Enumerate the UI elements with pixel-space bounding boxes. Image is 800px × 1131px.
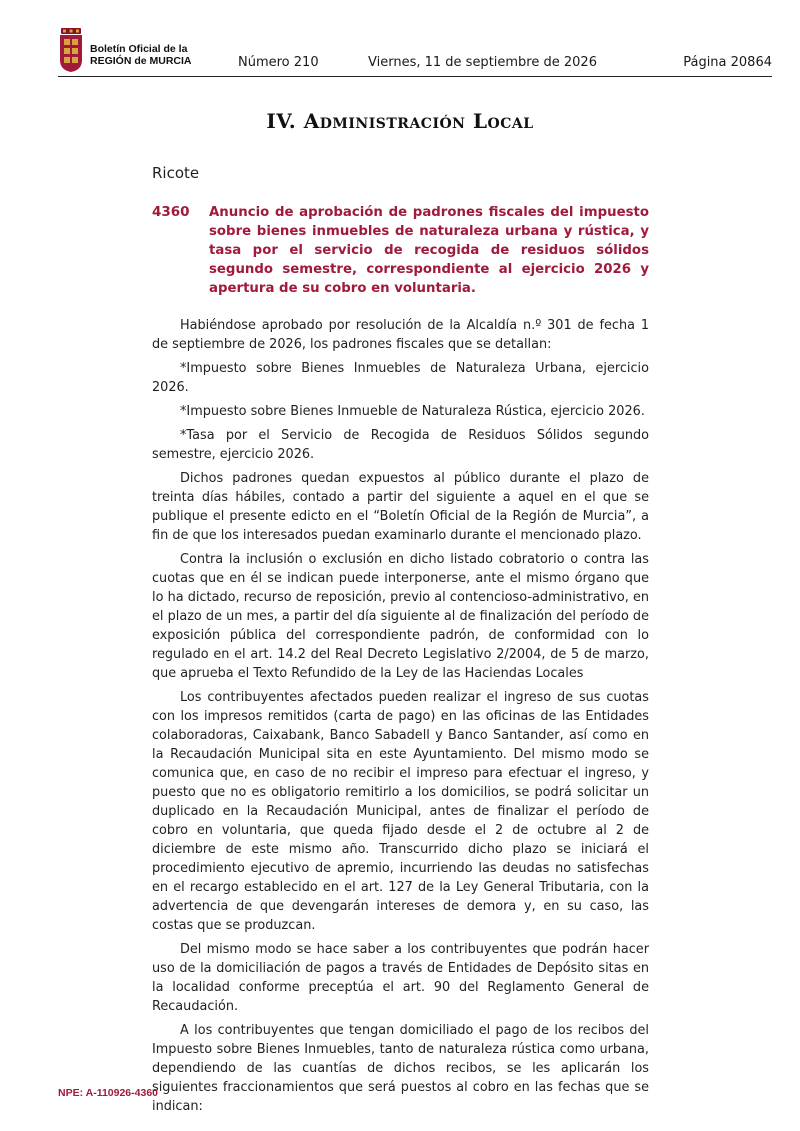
header-divider xyxy=(58,76,772,77)
body-paragraph: Habiéndose aprobado por resolución de la Alcaldía n.º 301 de fecha 1 de septiembre de 2026, los padrones fiscales que se detallan: xyxy=(152,318,649,352)
municipality-name: Ricote xyxy=(152,164,200,182)
body-paragraph: A los contribuyentes que tengan domiciliado el pago de los recibos del Impuesto sobre Bienes Inmuebles, tanto de naturaleza rústica como urbana, dependiendo de las cuantías de dichos recibos, se les aplicarán los siguientes fraccionamientos que será puestos al cobro en las fechas que se indican: xyxy=(152,1023,649,1114)
announcement-title: Anuncio de aprobación de padrones fiscales del impuesto sobre bienes inmuebles de naturaleza urbana y rústica, y tasa por el servicio de recogida de residuos sólidos segundo semestre, correspondiente al ejercicio 2026 y apertura de su cobro en voluntaria. xyxy=(209,205,649,296)
announcement-number: 4360 xyxy=(152,204,190,220)
body-paragraph: *Impuesto sobre Bienes Inmuebles de Naturaleza Urbana, ejercicio 2026. xyxy=(152,361,649,395)
brand-line-1: Boletín Oficial de la xyxy=(90,43,188,55)
issue-date: Viernes, 11 de septiembre de 2026 xyxy=(368,55,597,70)
murcia-coat-of-arms-icon xyxy=(58,28,84,72)
issue-number: Número 210 xyxy=(238,55,319,70)
page-number: Página 20864 xyxy=(683,55,772,70)
body-paragraph: Del mismo modo se hace saber a los contribuyentes que podrán hacer uso de la domiciliación de pagos a través de Entidades de Depósito sitas en la localidad conforme preceptúa el art. 90 del Reglamento General de Recaudación. xyxy=(152,942,649,1014)
body-paragraph: Dichos padrones quedan expuestos al público durante el plazo de treinta días hábiles, contado a partir del siguiente a aquel en el que se publique el presente edicto en el “Boletín Oficial de la Región de Murcia”, a fin de que los interesados puedan examinarlo durante el mencionado plazo. xyxy=(152,471,649,543)
body-paragraph: *Tasa por el Servicio de Recogida de Residuos Sólidos segundo semestre, ejercicio 2026. xyxy=(152,428,649,462)
npe-code: NPE: A-110926-4360 xyxy=(58,1087,159,1099)
brand-line-2: REGIÓN de MURCIA xyxy=(90,55,192,67)
section-title: IV. Administración Local xyxy=(266,109,534,133)
page-header xyxy=(58,28,774,74)
announcement-body xyxy=(152,316,649,1121)
body-paragraph: *Impuesto sobre Bienes Inmueble de Naturaleza Rústica, ejercicio 2026. xyxy=(180,404,645,419)
body-paragraph: Los contribuyentes afectados pueden realizar el ingreso de sus cuotas con los impresos remitidos (carta de pago) en las oficinas de las Entidades colaboradoras, Caixabank, Banco Sabadell y Banco Santander, así como en la Recaudación Municipal sita en este Ayuntamiento. Del mismo modo se comunica que, en caso de no recibir el impreso para efectuar el ingreso, y puesto que no es obligatorio remitirlo a los domicilios, se podrá solicitar un duplicado en la Recaudación Municipal, antes de finalizar el período de cobro en voluntaria, que queda fijado desde el 2 de octubre al 2 de diciembre de este mismo año. Transcurrido dicho plazo se iniciará el procedimiento ejecutivo de apremio, incurriendo las deudas no satisfechas en el recargo establecido en el art. 127 de la Ley General Tributaria, con la advertencia de que devengarán intereses de demora y, en su caso, las costas que se produzcan. xyxy=(152,690,649,933)
body-paragraph: Contra la inclusión o exclusión en dicho listado cobratorio o contra las cuotas que en él se indican puede interponerse, ante el mismo órgano que lo ha dictado, recurso de reposición, previo al contencioso-administrativo, en el plazo de un mes, a partir del día siguiente al de finalización del período de exposición pública del correspondiente padrón, de conformidad con lo regulado en el art. 14.2 del Real Decreto Legislativo 2/2004, de 5 de marzo, que aprueba el Texto Refundido de la Ley de las Haciendas Locales xyxy=(152,552,649,681)
bulletin-brand xyxy=(90,43,192,67)
